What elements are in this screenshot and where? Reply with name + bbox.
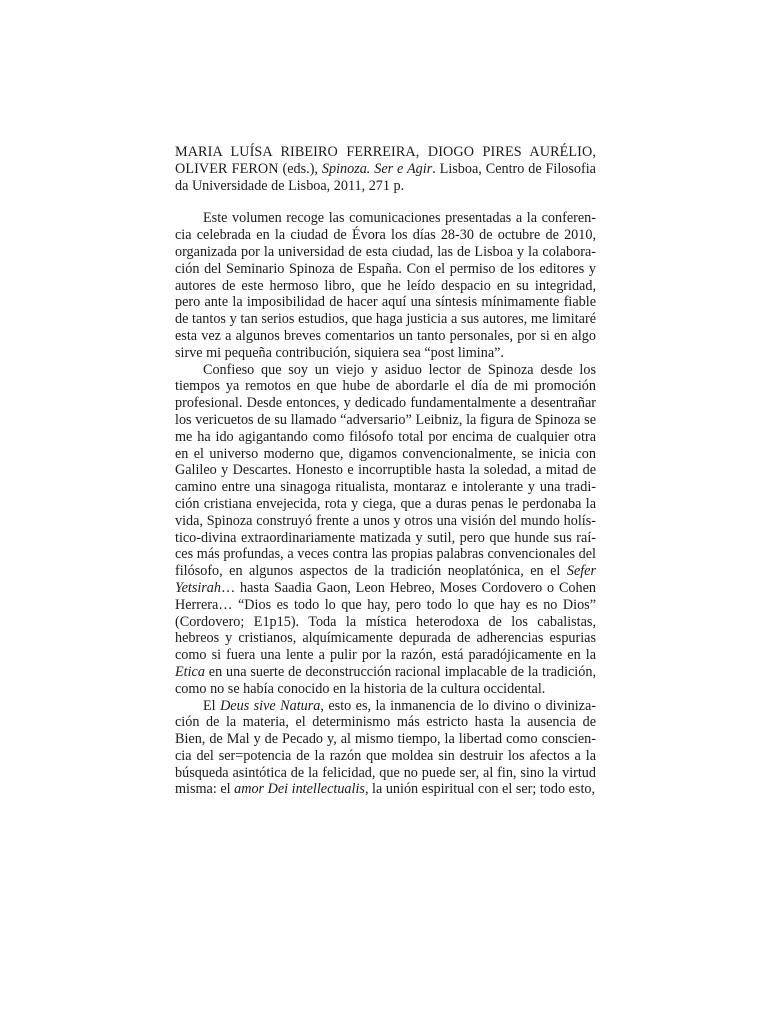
- paragraph-1: Este volumen recoge las comunicaciones presentadas a la conferencia celebrada en la ciudad de Évora los días 28-30 de octubre de 2010, organizada por la universidad de esta ciudad, las de Lisboa y la colaboración del Seminario Spinoza de España. Con el permiso de los editores y autores de este hermoso libro, que he leído despacio en su integridad, pero ante la imposibilidad de hacer aquí una síntesis mínimamente fiable de tantos y tan serios estudios, que haga justicia a sus autores, me limitaré esta vez a algunos breves comentarios un tanto personales, por si en algo sirve mi pequeña contribución, siquiera sea “post limina”.: [175, 210, 596, 361]
- paragraph-2-italic-sefer-yetsirah: Sefer Yetsirah: [175, 563, 596, 596]
- paragraph-2: [175, 362, 596, 698]
- paragraph-2-italic-etica: Etica: [175, 663, 205, 680]
- paragraph-3: [175, 698, 596, 799]
- paragraph-3-text-a: El: [203, 697, 221, 714]
- paragraph-2-text-c: en una suerte de deconstrucción racional implacable de la tradición, como no se había conocido en la historia de la cultura occidental.: [175, 663, 596, 697]
- paragraph-2-text-b: … hasta Saadia Gaon, Leon Hebreo, Moses Cordovero o Cohen Herrera… “Dios es todo lo que hay, pero todo lo que hay es no Dios” (Cordovero; E1p15). Toda la mística heterodoxa de los cabalistas, hebreos y cristianos, alquímicamente depurada de adherencias espurias como si fuera una lente a pulir por la razón, está paradójicamente en la: [175, 579, 596, 664]
- paragraph-3-text-b: , esto es, la inmanencia de lo divino o divinización de la materia, el determinismo más estricto hasta la ausencia de Bien, de Mal y de Pecado y, al mismo tiempo, la libertad como consciencia del ser=potencia de la razón que moldea sin destruir los afectos a la búsqueda asintótica de la felicidad, que no puede ser, al fin, sino la virtud misma: el: [175, 697, 597, 798]
- book-authors: MARIA LUÍSA RIBEIRO FERREIRA, DIOGO PIRES AURÉLIO, OLIVER FERON: [175, 144, 596, 177]
- review-page: [175, 144, 596, 798]
- book-publication-info: . Lisboa, Centro de Filosofia da Universidade de Lisboa, 2011, 271 p.: [175, 160, 596, 194]
- book-editors-note: (eds.),: [278, 160, 322, 177]
- paragraph-3-italic-deus-sive-natura: Deus sive Natura: [220, 697, 321, 714]
- paragraph-3-italic-amor-dei: amor Dei intellectualis: [234, 781, 365, 798]
- book-title: Spinoza. Ser e Agir: [321, 160, 433, 177]
- bibliographic-heading: [175, 144, 596, 194]
- paragraph-2-text-a: Confieso que soy un viejo y asiduo lector de Spinoza desde los tiempos ya remotos en que hube de abordarle el día de mi promoción profesional. Desde entonces, y dedicado fundamentalmente a desentrañar los vericuetos de su llamado “adversario” Leibniz, la figura de Spinoza se me ha ido agigantando como filósofo total por encima de cualquier otra en el universo moderno que, digamos convencionalmente, se inicia con Galileo y Descartes. Honesto e incorruptible hasta la soledad, a mitad de camino entre una sinagoga ritualista, montaraz e intolerante y una tradición cristiana envejecida, rota y ciega, que a duras penas le perdonaba la vida, Spinoza construyó frente a unos y otros una visión del mundo holístico-divina extraordinariamente matizada y sutil, pero que hunde sus raíces más profundas, a veces contra las propias palabras convencionales del filósofo, en algunos aspectos de la tradición neoplatónica, en el: [175, 361, 596, 580]
- paragraph-3-text-c: , la unión espiritual con el ser; todo esto,: [364, 781, 596, 798]
